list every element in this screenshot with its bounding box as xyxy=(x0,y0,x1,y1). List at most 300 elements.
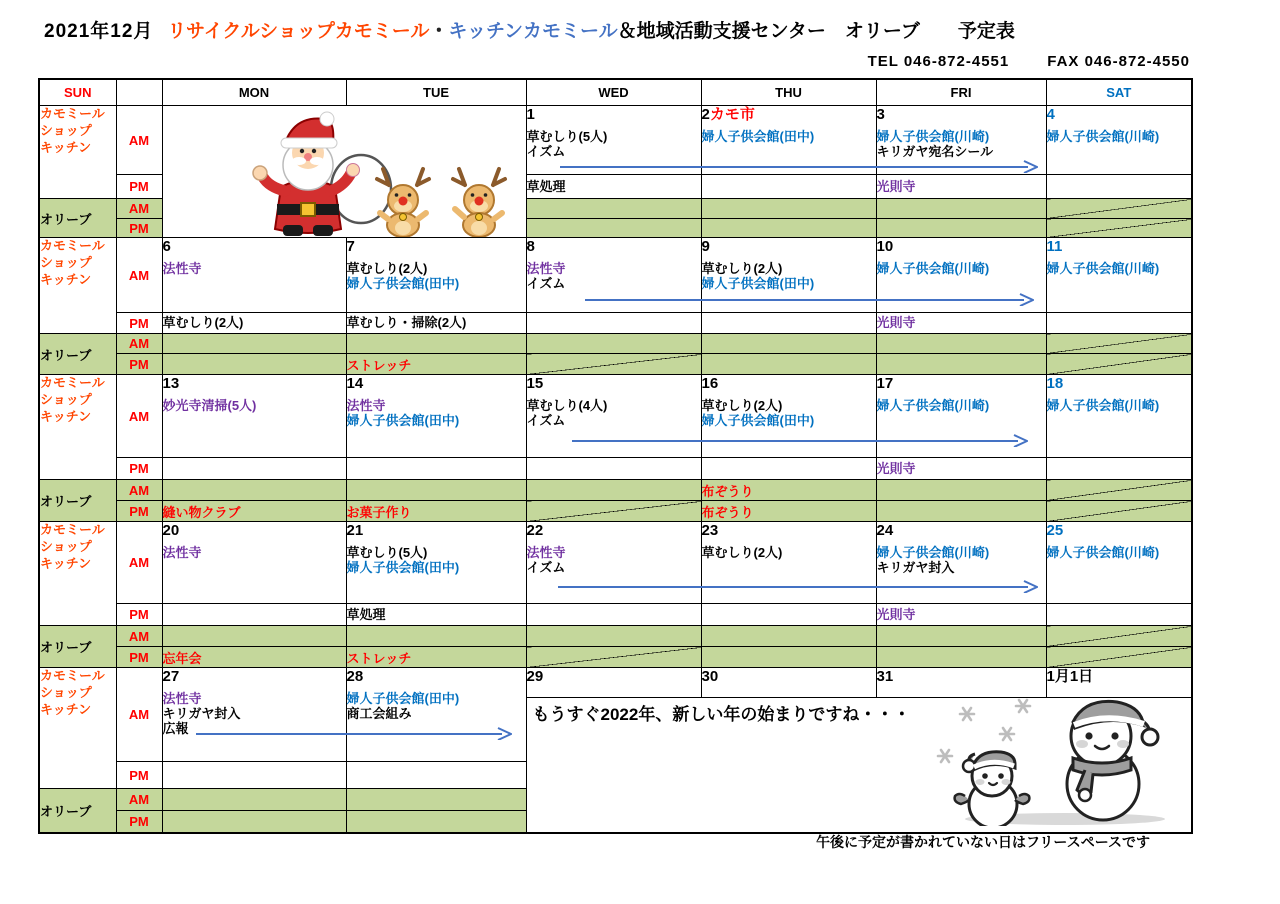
am-cell-thu xyxy=(701,238,876,313)
row-label-chamomile-line: ショップ xyxy=(40,122,92,138)
period-label-am: AM xyxy=(116,789,162,811)
entry-lines xyxy=(163,315,346,330)
entry-lines xyxy=(527,398,701,429)
pm-cell-mon xyxy=(162,604,346,626)
period-label-pm: PM xyxy=(116,354,162,375)
schedule-entry: 草むしり(2人) xyxy=(162,315,244,331)
day-number: 23 xyxy=(701,522,719,539)
entry-lines xyxy=(877,179,1046,194)
olive-am-cell-thu xyxy=(701,480,876,501)
schedule-entry: 布ぞうり xyxy=(701,504,754,520)
olive-pm-cell-wed xyxy=(526,501,701,522)
day-number: 9 xyxy=(701,238,710,255)
am-cell-thu xyxy=(701,522,876,604)
pm-cell-sat xyxy=(1046,458,1192,480)
olive-pm-cell-sat xyxy=(1046,501,1192,522)
am-cell-thu xyxy=(701,106,876,175)
day-number: 10 xyxy=(876,238,894,255)
row-label-chamomile-line: キッチン xyxy=(40,555,92,571)
am-cell-fri xyxy=(876,106,1046,175)
row-label-chamomile-line: ショップ xyxy=(40,391,92,407)
title-month: 2021年12月 xyxy=(44,21,154,42)
olive-pm-cell-fri xyxy=(876,647,1046,668)
entry-lines xyxy=(527,261,701,292)
entry-lines xyxy=(163,502,346,521)
tel-number: TEL 046-872-4551 xyxy=(867,53,1010,70)
schedule-entry: 草むしり(2人) xyxy=(701,397,783,413)
snowman-clipart-wrap xyxy=(935,698,1187,831)
olive-am-cell-sat xyxy=(1046,480,1192,501)
header-mon: MON xyxy=(162,79,346,106)
am-cell-thu xyxy=(701,375,876,458)
schedule-entry: キリガヤ封入 xyxy=(876,560,955,576)
schedule-entry: 婦人子供会館(田中) xyxy=(346,413,460,429)
olive-pm-row xyxy=(39,354,1192,375)
schedule-entry: 光則寺 xyxy=(876,606,916,622)
olive-pm-cell-tue xyxy=(346,811,526,833)
row-label-olive: オリーブ xyxy=(39,334,116,375)
olive-am-cell-mon xyxy=(162,334,346,354)
schedule-entry: 妙光寺清掃(5人) xyxy=(162,397,257,413)
am-cell-tue xyxy=(346,238,526,313)
schedule-entry: 草むしり・掃除(2人) xyxy=(346,315,467,331)
pm-cell-tue xyxy=(346,313,526,334)
day-number: 15 xyxy=(526,375,544,392)
day-event-tag: カモ市 xyxy=(709,106,755,123)
entry-lines xyxy=(877,461,1046,476)
entry-lines xyxy=(347,691,526,722)
olive-pm-cell-sat xyxy=(1046,647,1192,668)
week-pm-row xyxy=(39,604,1192,626)
entry-lines xyxy=(347,315,526,330)
olive-pm-cell-fri xyxy=(876,354,1046,375)
day-number: 29 xyxy=(526,668,544,685)
row-label-olive: オリーブ xyxy=(39,626,116,668)
schedule-entry: 草むしり(2人) xyxy=(701,260,783,276)
pm-cell-sat xyxy=(1046,604,1192,626)
period-label-pm: PM xyxy=(116,175,162,199)
schedule-entry: 法性寺 xyxy=(526,260,566,276)
period-label-pm: PM xyxy=(116,313,162,334)
footer-note: 午後に予定が書かれていない日はフリースペースです xyxy=(815,834,1150,850)
am-cell-wed xyxy=(526,106,701,175)
santa-and-reindeer-clipart xyxy=(163,107,527,237)
schedule-entry: 布ぞうり xyxy=(701,483,754,499)
olive-pm-cell-wed xyxy=(526,647,701,668)
schedule-entry: 婦人子供会館(田中) xyxy=(701,128,815,144)
entry-lines xyxy=(702,502,876,521)
olive-am-cell-tue xyxy=(346,789,526,811)
olive-am-cell-tue xyxy=(346,480,526,501)
pm-cell-mon xyxy=(162,313,346,334)
period-label-am: AM xyxy=(116,522,162,604)
entry-lines xyxy=(702,129,876,144)
olive-pm-cell-mon xyxy=(162,501,346,522)
row-label-chamomile xyxy=(39,522,116,626)
olive-am-cell-wed xyxy=(526,199,701,219)
olive-am-row xyxy=(39,480,1192,501)
entry-lines xyxy=(527,129,701,160)
olive-pm-row xyxy=(39,647,1192,668)
day-number: 25 xyxy=(1046,522,1064,539)
entry-lines xyxy=(527,179,701,194)
olive-am-cell-wed xyxy=(526,626,701,647)
dayband-cell-thu xyxy=(701,668,876,698)
header-fri: FRI xyxy=(876,79,1046,106)
schedule-entry: 婦人子供会館(川崎) xyxy=(876,128,990,144)
olive-pm-cell-fri xyxy=(876,501,1046,522)
am-cell-sat xyxy=(1046,106,1192,175)
two-snowmen-clipart xyxy=(935,698,1187,826)
schedule-entry: イズム xyxy=(526,560,566,576)
schedule-entry: 婦人子供会館(田中) xyxy=(701,276,815,292)
olive-am-cell-fri xyxy=(876,199,1046,219)
period-label-pm: PM xyxy=(116,219,162,238)
pm-cell-mon xyxy=(162,762,346,789)
row-label-chamomile-line: ショップ xyxy=(40,538,92,554)
olive-pm-cell-wed xyxy=(526,219,701,238)
period-label-am: AM xyxy=(116,375,162,458)
olive-am-cell-sat xyxy=(1046,334,1192,354)
day-number: 22 xyxy=(526,522,544,539)
pm-cell-tue xyxy=(346,604,526,626)
am-cell-wed xyxy=(526,238,701,313)
olive-pm-cell-fri xyxy=(876,219,1046,238)
olive-am-cell-sat xyxy=(1046,626,1192,647)
schedule-table xyxy=(38,78,1193,834)
dayband-cell-fri xyxy=(876,668,1046,698)
row-label-chamomile-line: カモミール xyxy=(40,106,105,121)
schedule-entry: イズム xyxy=(526,413,566,429)
row-label-chamomile-line: キッチン xyxy=(40,139,92,155)
schedule-entry: 草むしり(2人) xyxy=(701,544,783,560)
pm-cell-thu xyxy=(701,313,876,334)
day-number: 16 xyxy=(701,375,719,392)
day-number: 7 xyxy=(346,238,355,255)
olive-am-cell-wed xyxy=(526,334,701,354)
schedule-entry: 法性寺 xyxy=(162,690,202,706)
am-cell-sat xyxy=(1046,375,1192,458)
pm-cell-fri xyxy=(876,604,1046,626)
schedule-entry: キリガヤ封入 xyxy=(162,706,241,722)
olive-am-cell-fri xyxy=(876,480,1046,501)
entry-lines xyxy=(877,398,1046,413)
day-number: 21 xyxy=(346,522,364,539)
period-label-am: AM xyxy=(116,106,162,175)
olive-am-cell-fri xyxy=(876,334,1046,354)
schedule-entry: 商工会組み xyxy=(346,706,412,722)
row-label-chamomile-line: カモミール xyxy=(40,668,105,683)
pm-cell-mon xyxy=(162,458,346,480)
olive-pm-cell-sat xyxy=(1046,219,1192,238)
day-number: 17 xyxy=(876,375,894,392)
week-am-row xyxy=(39,106,1192,175)
olive-am-cell-wed xyxy=(526,480,701,501)
day-number: 6 xyxy=(162,238,171,255)
olive-am-cell-mon xyxy=(162,626,346,647)
period-label-am: AM xyxy=(116,238,162,313)
schedule-entry: 広報 xyxy=(162,721,189,737)
entry-lines xyxy=(1047,545,1192,560)
header-thu: THU xyxy=(701,79,876,106)
schedule-entry: 忘年会 xyxy=(162,650,202,666)
dayband-cell-wed xyxy=(526,668,701,698)
schedule-entry: 婦人子供会館(川崎) xyxy=(1046,544,1160,560)
day-number: 20 xyxy=(162,522,180,539)
period-label-pm: PM xyxy=(116,647,162,668)
schedule-entry: イズム xyxy=(526,144,566,160)
row-label-chamomile xyxy=(39,668,116,789)
day-number: 1月1日 xyxy=(1046,668,1094,685)
olive-pm-cell-mon xyxy=(162,811,346,833)
olive-pm-cell-tue xyxy=(346,647,526,668)
week-am-row xyxy=(39,238,1192,313)
row-label-chamomile-line: カモミール xyxy=(40,238,105,253)
pm-cell-thu xyxy=(701,604,876,626)
row-label-olive: オリーブ xyxy=(39,480,116,522)
entry-lines xyxy=(347,648,526,667)
header-sat: SAT xyxy=(1046,79,1192,106)
am-cell-fri xyxy=(876,375,1046,458)
entry-lines xyxy=(163,398,346,413)
schedule-entry: ストレッチ xyxy=(346,650,412,666)
period-label-pm: PM xyxy=(116,811,162,833)
pm-cell-sat xyxy=(1046,313,1192,334)
fax-number: FAX 046-872-4550 xyxy=(1047,53,1190,70)
olive-pm-cell-thu xyxy=(701,647,876,668)
olive-pm-cell-thu xyxy=(701,219,876,238)
newyear-message-cell xyxy=(526,698,1192,833)
week-am-row xyxy=(39,375,1192,458)
period-label-am: AM xyxy=(116,480,162,501)
day-number: 18 xyxy=(1046,375,1064,392)
schedule-entry: 草むしり(5人) xyxy=(526,128,608,144)
entry-lines xyxy=(347,545,526,576)
row-label-olive: オリーブ xyxy=(39,199,116,238)
olive-pm-cell-tue xyxy=(346,501,526,522)
day-number: 13 xyxy=(162,375,180,392)
olive-am-cell-mon xyxy=(162,480,346,501)
day-number: 28 xyxy=(346,668,364,685)
olive-am-cell-sat xyxy=(1046,199,1192,219)
schedule-entry: 草むしり(4人) xyxy=(526,397,608,413)
entry-lines xyxy=(877,261,1046,276)
olive-pm-cell-thu xyxy=(701,501,876,522)
schedule-entry: 婦人子供会館(川崎) xyxy=(1046,128,1160,144)
week5-dayband-row xyxy=(39,668,1192,698)
am-cell-wed xyxy=(526,522,701,604)
entry-lines xyxy=(1047,261,1192,276)
entry-lines xyxy=(347,607,526,622)
pm-cell-wed xyxy=(526,458,701,480)
entry-lines xyxy=(1047,398,1192,413)
am-cell-mon xyxy=(162,375,346,458)
schedule-entry: 婦人子供会館(川崎) xyxy=(1046,397,1160,413)
santa-clipart-cell xyxy=(162,106,526,238)
pm-cell-fri xyxy=(876,458,1046,480)
olive-pm-row xyxy=(39,501,1192,522)
title-separator: ・ xyxy=(429,21,449,42)
period-label-am: AM xyxy=(116,668,162,762)
entry-lines xyxy=(527,545,701,576)
am-cell-mon xyxy=(162,238,346,313)
entry-lines xyxy=(877,545,1046,576)
pm-cell-wed xyxy=(526,175,701,199)
entry-lines xyxy=(163,691,346,737)
am-cell-mon xyxy=(162,668,346,762)
weekday-header-row xyxy=(39,79,1192,106)
entry-lines xyxy=(163,261,346,276)
period-label-pm: PM xyxy=(116,762,162,789)
olive-pm-cell-wed xyxy=(526,354,701,375)
olive-am-cell-thu xyxy=(701,199,876,219)
schedule-entry: 婦人子供会館(川崎) xyxy=(876,544,990,560)
entry-lines xyxy=(702,398,876,429)
pm-cell-tue xyxy=(346,458,526,480)
entry-lines xyxy=(702,545,876,560)
day-number: 2 xyxy=(701,106,710,123)
am-cell-tue xyxy=(346,522,526,604)
entry-lines xyxy=(877,607,1046,622)
row-label-chamomile-line: キッチン xyxy=(40,271,92,287)
entry-lines xyxy=(877,129,1046,160)
schedule-entry: 婦人子供会館(田中) xyxy=(346,560,460,576)
day-number: 8 xyxy=(526,238,535,255)
contact-info xyxy=(38,53,1190,70)
row-label-chamomile-line: ショップ xyxy=(40,684,92,700)
am-cell-wed xyxy=(526,375,701,458)
period-label-pm: PM xyxy=(116,501,162,522)
olive-pm-cell-mon xyxy=(162,647,346,668)
header-sun: SUN xyxy=(39,79,116,106)
olive-am-row xyxy=(39,334,1192,354)
olive-am-cell-tue xyxy=(346,334,526,354)
pm-cell-wed xyxy=(526,313,701,334)
am-cell-fri xyxy=(876,238,1046,313)
period-label-am: AM xyxy=(116,199,162,219)
olive-pm-cell-sat xyxy=(1046,354,1192,375)
row-label-chamomile-line: キッチン xyxy=(40,408,92,424)
entry-lines xyxy=(347,355,526,374)
dayband-cell-sat xyxy=(1046,668,1192,698)
schedule-entry: 光則寺 xyxy=(876,460,916,476)
day-number: 1 xyxy=(526,106,535,123)
schedule-entry: 法性寺 xyxy=(526,544,566,560)
week-pm-row xyxy=(39,313,1192,334)
entry-lines xyxy=(347,261,526,292)
pm-cell-thu xyxy=(701,458,876,480)
olive-pm-cell-tue xyxy=(346,354,526,375)
entry-lines xyxy=(347,502,526,521)
schedule-entry: 草処理 xyxy=(346,606,386,622)
period-label-am: AM xyxy=(116,626,162,647)
olive-am-row xyxy=(39,626,1192,647)
newyear-message: もうすぐ2022年、新しい年の始まりですね・・・ xyxy=(532,705,911,724)
entry-lines xyxy=(347,398,526,429)
am-cell-mon xyxy=(162,522,346,604)
week-pm-row xyxy=(39,458,1192,480)
schedule-entry: 法性寺 xyxy=(346,397,386,413)
title-recycle-shop: リサイクルショップカモミール xyxy=(167,21,430,42)
header-gutter xyxy=(116,79,162,106)
row-label-chamomile xyxy=(39,106,116,199)
schedule-entry: 法性寺 xyxy=(162,260,202,276)
period-label-am: AM xyxy=(116,334,162,354)
olive-am-cell-fri xyxy=(876,626,1046,647)
period-label-pm: PM xyxy=(116,604,162,626)
row-label-chamomile-line: ショップ xyxy=(40,254,92,270)
entry-lines xyxy=(702,481,876,500)
schedule-entry: キリガヤ宛名シール xyxy=(876,144,994,160)
schedule-entry: 草処理 xyxy=(526,178,566,194)
olive-am-cell-thu xyxy=(701,626,876,647)
row-label-chamomile-line: カモミール xyxy=(40,375,105,390)
entry-lines xyxy=(163,648,346,667)
title-olive-center: ＆地域活動支援センター オリーブ 予定表 xyxy=(617,21,1015,42)
day-number: 4 xyxy=(1046,106,1055,123)
page-title xyxy=(44,16,1015,43)
schedule-entry: お菓子作り xyxy=(346,504,412,520)
schedule-entry: 光則寺 xyxy=(876,315,916,331)
row-label-chamomile xyxy=(39,375,116,480)
day-number: 30 xyxy=(701,668,719,685)
entry-lines xyxy=(877,315,1046,330)
olive-pm-cell-mon xyxy=(162,354,346,375)
pm-cell-thu xyxy=(701,175,876,199)
schedule-entry: 婦人子供会館(田中) xyxy=(346,690,460,706)
olive-pm-cell-thu xyxy=(701,354,876,375)
row-label-olive: オリーブ xyxy=(39,789,116,833)
schedule-entry: 婦人子供会館(田中) xyxy=(346,276,460,292)
olive-am-cell-mon xyxy=(162,789,346,811)
row-label-chamomile-line: キッチン xyxy=(40,701,92,717)
pm-cell-wed xyxy=(526,604,701,626)
schedule-entry: 婦人子供会館(川崎) xyxy=(1046,260,1160,276)
row-label-chamomile xyxy=(39,238,116,334)
olive-am-cell-thu xyxy=(701,334,876,354)
olive-am-cell-tue xyxy=(346,626,526,647)
schedule-entry: 草むしり(5人) xyxy=(346,544,428,560)
header-wed: WED xyxy=(526,79,701,106)
am-cell-sat xyxy=(1046,522,1192,604)
schedule-entry: ストレッチ xyxy=(346,357,412,373)
schedule-entry: 草むしり(2人) xyxy=(346,260,428,276)
am-cell-tue xyxy=(346,668,526,762)
header-tue: TUE xyxy=(346,79,526,106)
am-cell-sat xyxy=(1046,238,1192,313)
am-cell-tue xyxy=(346,375,526,458)
day-number: 3 xyxy=(876,106,885,123)
day-number: 31 xyxy=(876,668,894,685)
pm-cell-fri xyxy=(876,175,1046,199)
schedule-entry: 縫い物クラブ xyxy=(162,504,241,520)
pm-cell-sat xyxy=(1046,175,1192,199)
title-kitchen: キッチンカモミール xyxy=(448,21,618,42)
day-number: 24 xyxy=(876,522,894,539)
am-cell-fri xyxy=(876,522,1046,604)
entry-lines xyxy=(702,261,876,292)
row-label-chamomile-line: カモミール xyxy=(40,522,105,537)
pm-cell-fri xyxy=(876,313,1046,334)
day-number: 14 xyxy=(346,375,364,392)
day-number: 11 xyxy=(1046,238,1063,255)
schedule-entry: 婦人子供会館(川崎) xyxy=(876,397,990,413)
period-label-pm: PM xyxy=(116,458,162,480)
schedule-entry: 光則寺 xyxy=(876,178,916,194)
schedule-entry: 婦人子供会館(田中) xyxy=(701,413,815,429)
schedule-entry: 婦人子供会館(川崎) xyxy=(876,260,990,276)
schedule-entry: 法性寺 xyxy=(162,544,202,560)
